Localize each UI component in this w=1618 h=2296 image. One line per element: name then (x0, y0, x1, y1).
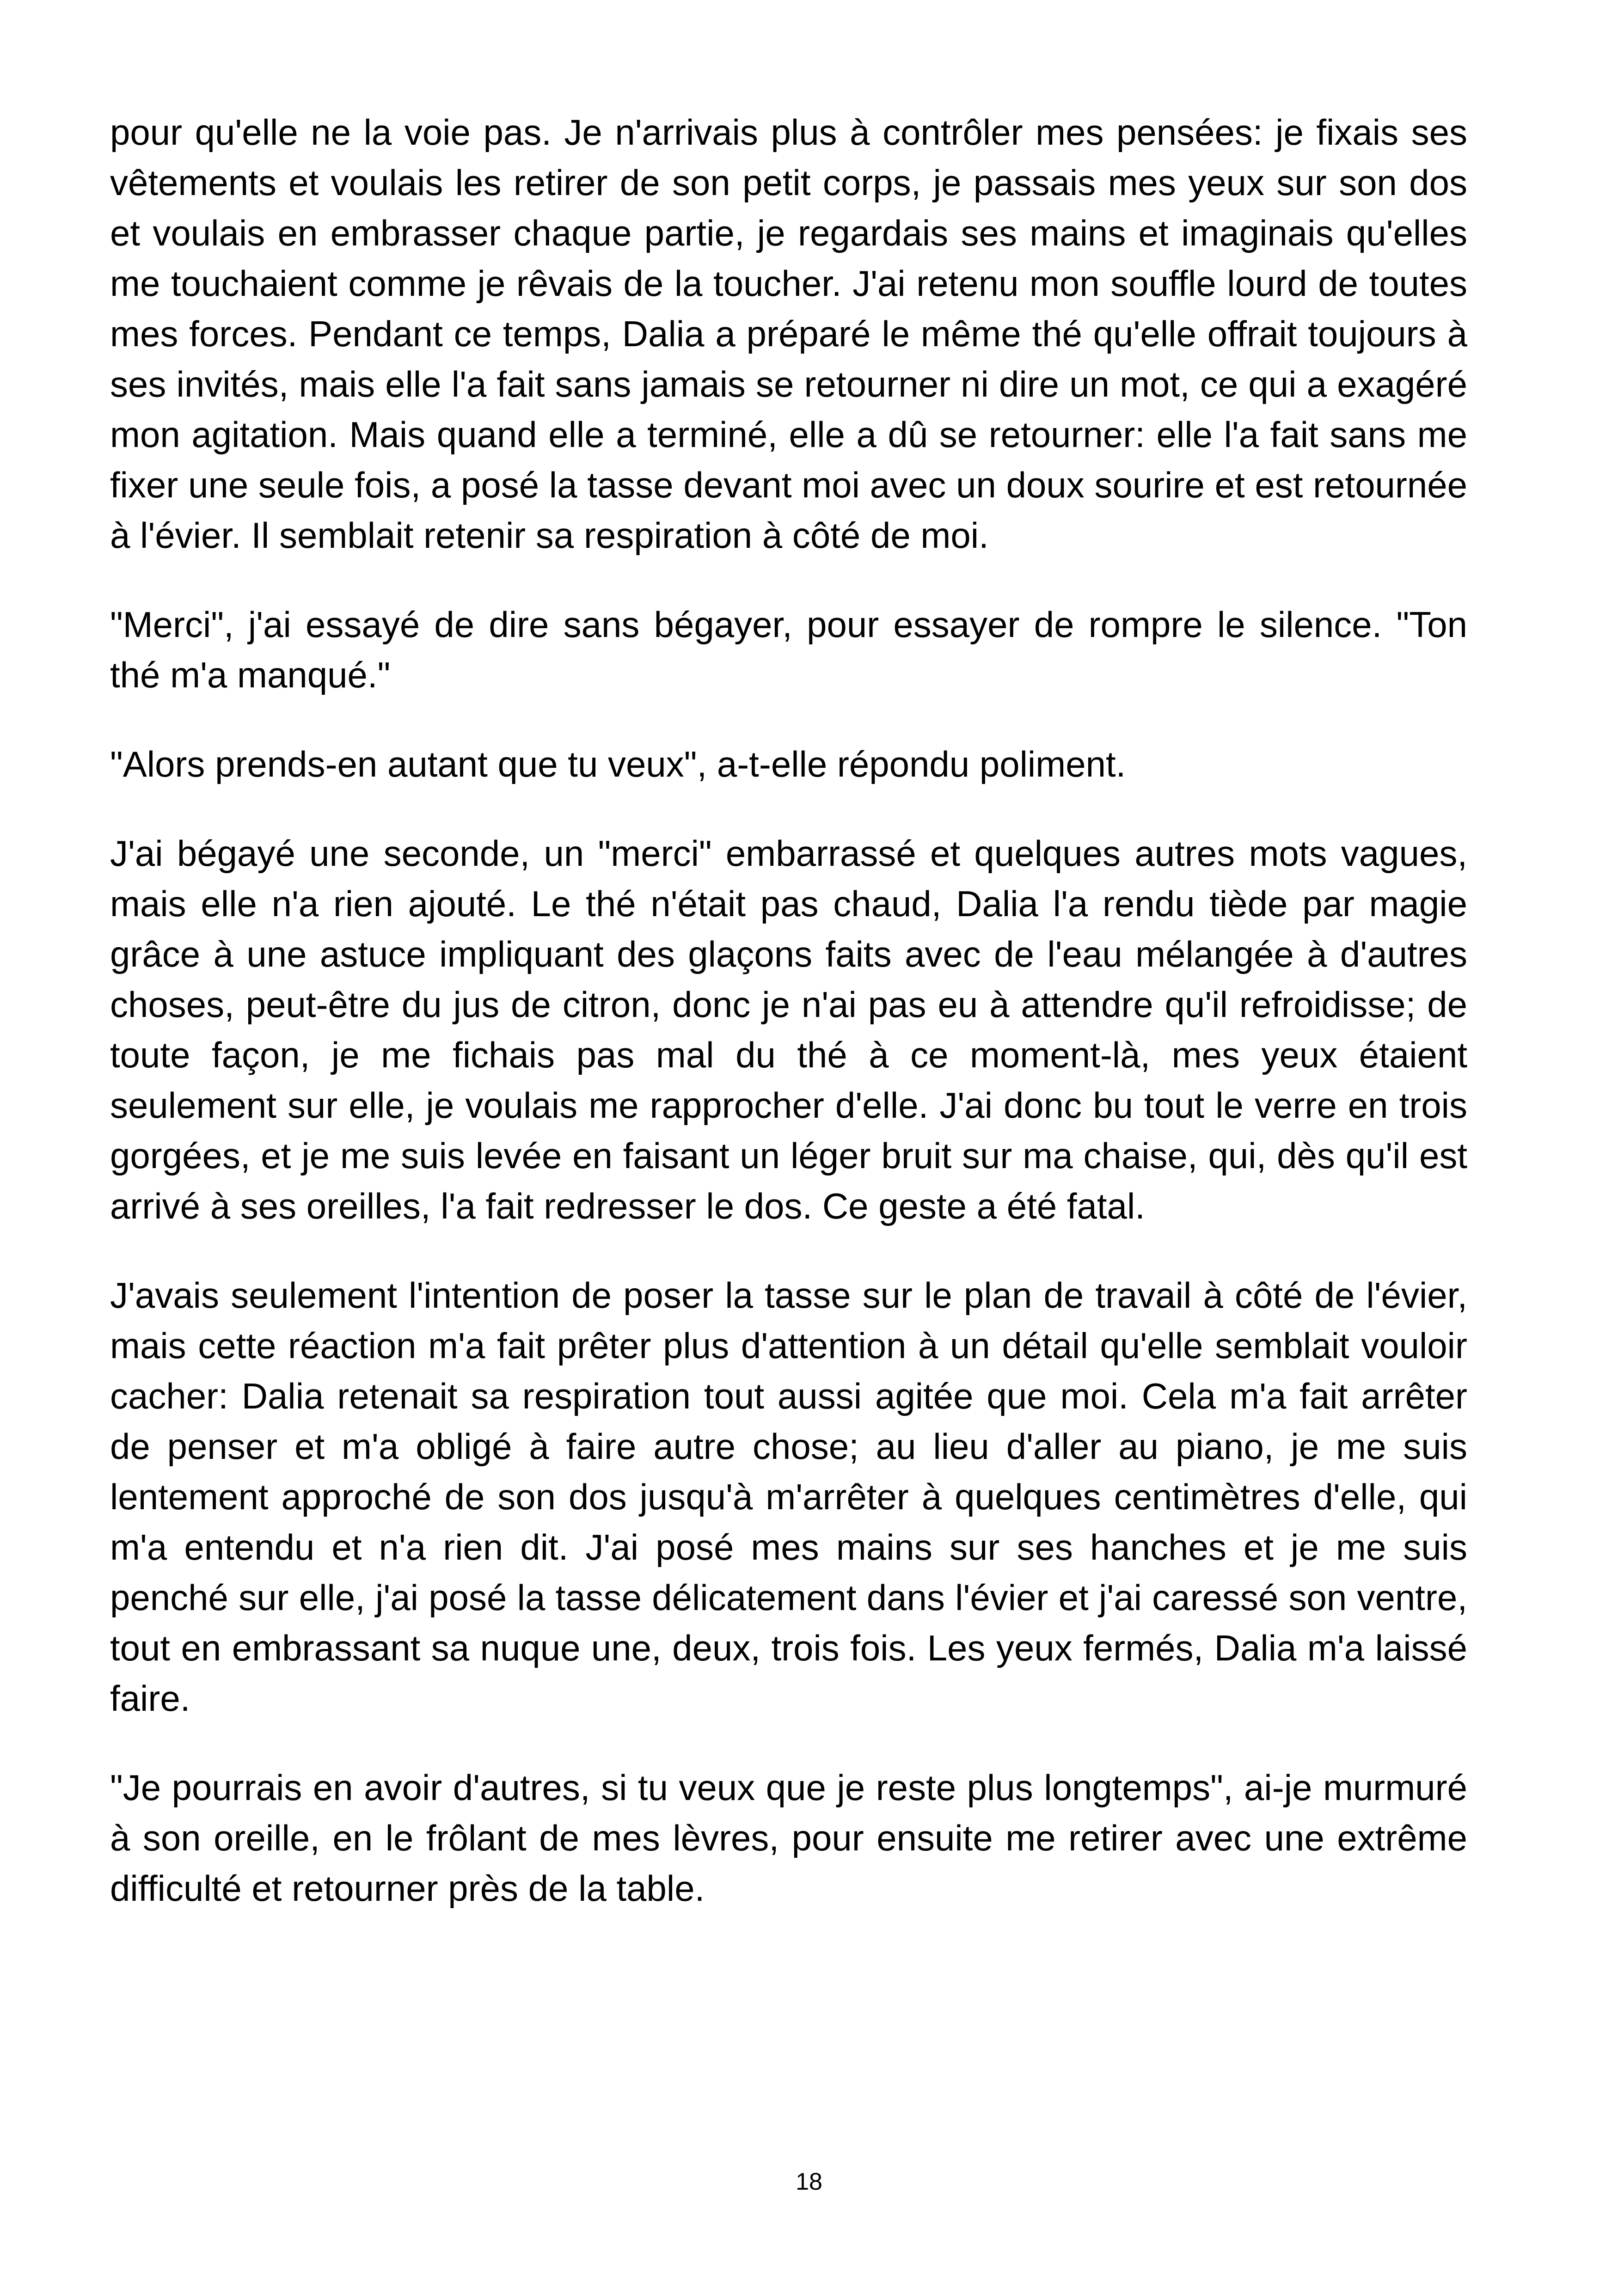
page-number: 18 (796, 2168, 822, 2195)
paragraph: "Alors prends-en autant que tu veux", a-t-elle répondu poliment. (110, 744, 1126, 784)
paragraph: J'ai bégayé une seconde, un "merci" embarrassé et quelques autres mots vagues, mais elle n'a rien ajouté. Le thé n'était pas chaud, Dalia l'a rendu tiède par magie grâce à une astuce impliquant des glaçons faits avec de l'eau mélangée à d'autres choses, peut-être du jus de citron, donc je n'ai pas eu à attendre qu'il refroidisse; de toute façon, je me fichais pas mal du thé à ce moment-là, mes yeux étaient seulement sur elle, je voulais me rapprocher d'elle. J'ai donc bu tout le verre en trois gorgées, et je me suis levée en faisant un léger bruit sur ma chaise, qui, dès qu'il est arrivé à ses oreilles, l'a fait redresser le dos. Ce geste a été fatal. (110, 833, 1467, 1226)
paragraph: "Je pourrais en avoir d'autres, si tu veux que je reste plus longtemps", ai-je murmuré à son oreille, en le frôlant de mes lèvres, pour ensuite me retirer avec une extrême difficulté et retourner près de la table. (110, 1767, 1467, 1909)
paragraph: "Merci", j'ai essayé de dire sans bégayer, pour essayer de rompre le silence. "Ton thé m'a manqué." (110, 604, 1467, 695)
paragraph: J'avais seulement l'intention de poser la tasse sur le plan de travail à côté de l'évier, mais cette réaction m'a fait prêter plus d'attention à un détail qu'elle semblait vouloir cacher: Dalia retenait sa respiration tout aussi agitée que moi. Cela m'a fait arrêter de penser et m'a obligé à faire autre chose; au lieu d'aller au piano, je me suis lentement approché de son dos jusqu'à m'arrêter à quelques centimètres d'elle, qui m'a entendu et n'a rien dit. J'ai posé mes mains sur ses hanches et je me suis penché sur elle, j'ai posé la tasse délicatement dans l'évier et j'ai caressé son ventre, tout en embrassant sa nuque une, deux, trois fois. Les yeux fermés, Dalia m'a laissé faire. (110, 1275, 1467, 1719)
paragraph: pour qu'elle ne la voie pas. Je n'arrivais plus à contrôler mes pensées: je fixais ses vêtements et voulais les retirer de son petit corps, je passais mes yeux sur son dos et voulais en embrasser chaque partie, je regardais ses mains et imaginais qu'elles me touchaient comme je rêvais de la toucher. J'ai retenu mon souffle lourd de toutes mes forces. Pendant ce temps, Dalia a préparé le même thé qu'elle offrait toujours à ses invités, mais elle l'a fait sans jamais se retourner ni dire un mot, ce qui a exagéré mon agitation. Mais quand elle a terminé, elle a dû se retourner: elle l'a fait sans me fixer une seule fois, a posé la tasse devant moi avec un doux sourire et est retournée à l'évier. Il semblait retenir sa respiration à côté de moi. (110, 112, 1467, 556)
body-text (110, 107, 1467, 1914)
